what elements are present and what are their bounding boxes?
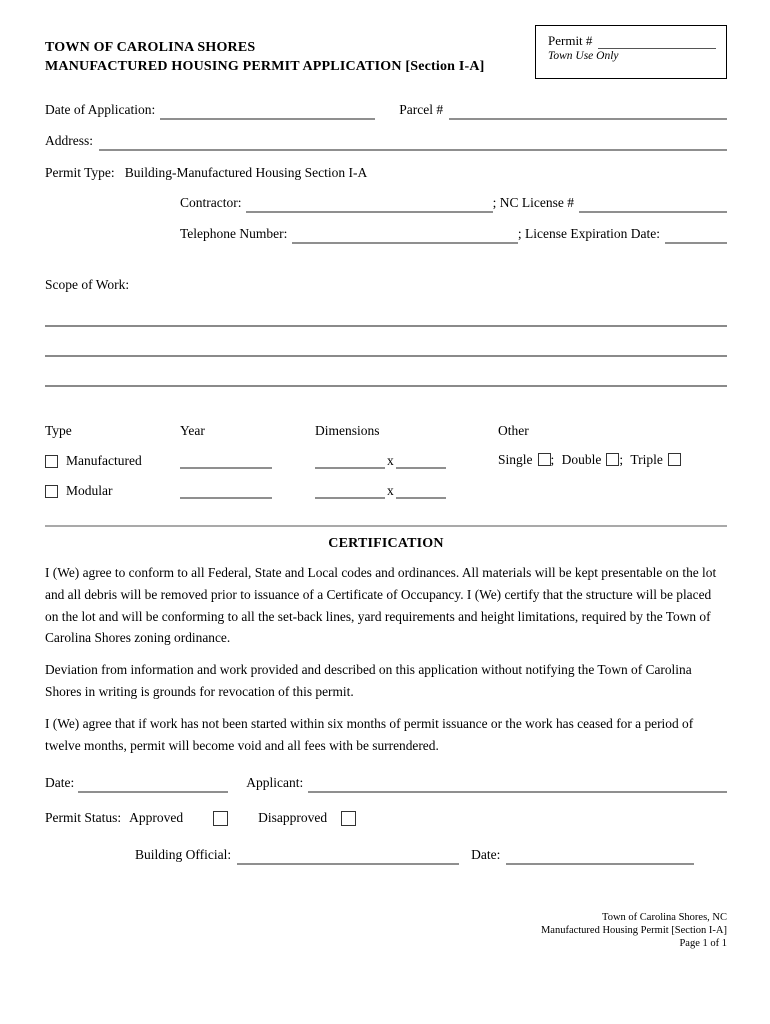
dimensions-width-field-manufactured[interactable] <box>315 452 385 469</box>
year-field-manufactured[interactable] <box>180 452 272 469</box>
document-title-line2: MANUFACTURED HOUSING PERMIT APPLICATION [Section I-A] <box>45 59 485 74</box>
permit-type-label: Permit Type: <box>45 165 115 180</box>
license-expiration-label: ; License Expiration Date: <box>517 226 660 241</box>
scope-of-work-line-1[interactable] <box>45 293 727 327</box>
triple-checkbox[interactable] <box>668 453 681 466</box>
certification-paragraph-1: I (We) agree to conform to all Federal, State and Local codes and ordinances. All materials will be kept presentable on the lot and all debris will be removed prior to issuance of a Certificate of Occupancy. I (We) certify that the structure will be placed on the lot and will be conforming to all the set-back lines, yard requirements and height limitations, required by the Town of Carolina Shores zoning ordinance. <box>45 565 717 646</box>
modular-label: Modular <box>66 483 113 498</box>
contractor-field[interactable] <box>246 196 492 213</box>
permit-status-label: Permit Status: <box>45 810 122 826</box>
disapproved-label: Disapproved <box>258 810 328 826</box>
scope-of-work-label: Scope of Work: <box>45 277 130 292</box>
page-footer <box>541 911 727 950</box>
triple-label: Triple <box>630 452 663 467</box>
address-field[interactable] <box>99 134 727 151</box>
year-column-header: Year <box>180 423 205 438</box>
parcel-field[interactable] <box>449 103 727 120</box>
date-of-application-field[interactable] <box>160 103 375 120</box>
modular-checkbox[interactable] <box>45 485 58 498</box>
nc-license-field[interactable] <box>579 196 727 213</box>
dimensions-width-field-modular[interactable] <box>315 482 385 499</box>
certification-paragraph-3: I (We) agree that if work has not been started within six months of permit issuance or the work has ceased for a period of twelve months, permit will become void and all fees with be surrendered. <box>45 715 694 753</box>
manufactured-label: Manufactured <box>66 453 142 468</box>
approved-checkbox[interactable] <box>213 811 228 826</box>
unit-spec-table <box>45 423 727 499</box>
address-label: Address: <box>45 133 93 148</box>
applicant-label: Applicant: <box>246 775 304 791</box>
disapproved-checkbox[interactable] <box>341 811 356 826</box>
building-official-row <box>135 845 727 865</box>
permit-type-row <box>45 165 727 181</box>
telephone-row <box>180 224 727 244</box>
double-label: Double <box>561 452 602 467</box>
official-date-label: Date: <box>471 847 501 863</box>
nc-license-label: ; NC License # <box>492 195 574 210</box>
double-checkbox[interactable] <box>606 453 619 466</box>
official-date-field[interactable] <box>506 848 694 865</box>
telephone-field[interactable] <box>292 227 518 244</box>
applicant-field[interactable] <box>308 776 727 793</box>
scope-of-work-line-2[interactable] <box>45 327 727 357</box>
permit-number-label: Permit # <box>548 33 593 48</box>
single-checkbox[interactable] <box>538 453 551 466</box>
dimensions-x-separator: x <box>387 483 394 498</box>
telephone-label: Telephone Number: <box>180 226 288 241</box>
manufactured-row <box>45 452 727 469</box>
other-column-header: Other <box>498 423 529 438</box>
building-official-field[interactable] <box>237 848 459 865</box>
permit-status-row <box>45 808 727 828</box>
manufactured-checkbox[interactable] <box>45 455 58 468</box>
signature-date-label: Date: <box>45 775 75 791</box>
footer-line-2: Manufactured Housing Permit [Section I-A] <box>540 925 727 936</box>
parcel-label: Parcel # <box>399 102 444 117</box>
dimensions-length-field-manufactured[interactable] <box>396 452 446 469</box>
modular-row <box>45 482 727 499</box>
single-label: Single <box>498 452 533 467</box>
license-expiration-field[interactable] <box>665 227 727 244</box>
footer-page-number: Page 1 of 1 <box>679 938 727 949</box>
building-official-label: Building Official: <box>135 847 232 863</box>
contractor-row <box>180 193 727 213</box>
footer-line-1: Town of Carolina Shores, NC <box>602 912 727 923</box>
date-parcel-row <box>45 100 727 120</box>
wide-options: Single ; Double ; Triple <box>498 452 727 469</box>
town-use-only-note: Town Use Only <box>548 50 619 62</box>
approved-label: Approved <box>129 810 184 826</box>
permit-type-value: Building-Manufactured Housing Section I-A <box>124 165 368 180</box>
signature-date-field[interactable] <box>78 776 228 793</box>
permit-number-field[interactable] <box>598 34 716 49</box>
dimensions-column-header: Dimensions <box>315 423 380 438</box>
dimensions-length-field-modular[interactable] <box>396 482 446 499</box>
permit-number-box <box>535 25 727 79</box>
type-column-header: Type <box>45 423 72 438</box>
scope-of-work-line-3[interactable] <box>45 357 727 387</box>
dimensions-x-separator: x <box>387 453 394 468</box>
contractor-label: Contractor: <box>180 195 242 210</box>
certification-section <box>45 536 727 756</box>
certification-paragraph-2: Deviation from information and work provided and described on this application without notifying the Town of Carolina Shores in writing is grounds for revocation of this permit. <box>45 662 692 699</box>
date-of-application-label: Date of Application: <box>45 102 156 117</box>
section-divider <box>45 525 727 527</box>
certification-heading: CERTIFICATION <box>328 536 444 551</box>
document-title-line1: TOWN OF CAROLINA SHORES <box>45 40 256 55</box>
address-row <box>45 131 727 151</box>
date-applicant-row <box>45 773 727 793</box>
year-field-modular[interactable] <box>180 482 272 499</box>
spec-header-row <box>45 423 727 439</box>
